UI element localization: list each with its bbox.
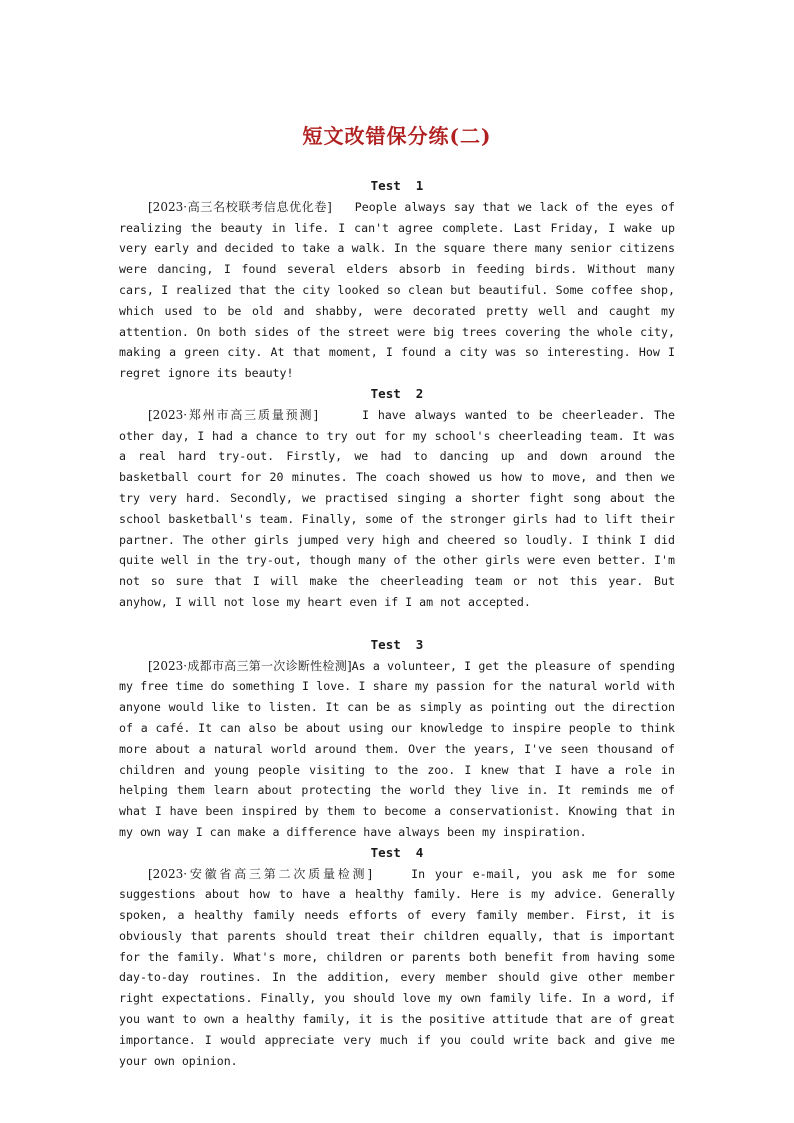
passage-text: I have always wanted to be cheerleader. The other day, I had a chance to try out for my school's cheerleading team. It was a real hard try-out. Firstly, we had to dancing up and down around the basketball court for 20 minutes. The coach showed us how to move, and then we try very hard. Secondly, we practised singing a shorter fight song about the school basketball's team. Finally, some of the stronger girls had to lift their partner. The other girls jumped very high and cheered so loudly. I think I did quite well in the try-out, though many of the other girls were even better. I'm not so sure that I will make the cheerleading team or not this year. But anyhow, I will not lose my heart even if I am not accepted. — [119, 407, 675, 609]
test-passage — [119, 864, 675, 1072]
document-body — [119, 176, 675, 1071]
test-section-2 — [119, 384, 675, 613]
passage-text: As a volunteer, I get the pleasure of spending my free time do something I love. I share my passion for the natural world with anyone would like to listen. It can be as simply as pointing out the direction of a café. It can also be about using our knowledge to inspire people to think more about a natural world around them. Over the years, I've seen thousand of children and young people visiting to the zoo. I knew that I have a role in helping them learn about protecting the world they live in. It reminds me of what I have been inspired by them to become a conservationist. Knowing that in my own way I can make a difference have always been my inspiration. — [119, 658, 675, 839]
test-section-3 — [119, 635, 675, 843]
test-heading: Test 4 — [370, 844, 424, 860]
test-heading: Test 1 — [370, 178, 424, 193]
test-passage — [119, 197, 675, 384]
test-heading: Test 2 — [370, 385, 424, 401]
section-gap — [119, 613, 675, 635]
source-label: [2023·安徽省高三第二次质量检测] — [148, 866, 373, 881]
test-passage — [119, 656, 675, 843]
test-section-1 — [119, 176, 675, 384]
passage-text: In your e-mail, you ask me for some suggestions about how to have a healthy family. Here is my advice. Generally spoken, a healthy family needs efforts of every family member. First, it is obviously that parents should treat their children equally, that is important for the family. What's more, children or parents both benefit from having some day-to-day routines. In the addition, every member should give other member right expectations. Finally, you should love my own family life. In a word, if you want to own a healthy family, it is the positive attitude that are of great importance. I would appreciate very much if you could write back and give me your own opinion. — [119, 866, 676, 1068]
document-title: 短文改错保分练(二) — [302, 124, 492, 148]
test-heading: Test 3 — [370, 636, 424, 652]
test-passage — [119, 405, 675, 613]
source-label: [2023·成都市高三第一次诊断性检测] — [148, 658, 352, 673]
source-label: [2023·郑州市高三质量预测] — [148, 407, 318, 422]
test-section-4 — [119, 843, 675, 1072]
source-label: [2023·高三名校联考信息优化卷] — [148, 199, 332, 214]
passage-text: People always say that we lack of the eyes of realizing the beauty in life. I can't agree complete. Last Friday, I wake up very early and decided to take a walk. In the square there many senior citizens were dancing, I found several elders absorb in feeding birds. Without many cars, I realized that the city looked so clean but beautiful. Some coffee shop, which used to be old and shabby, were decorated pretty well and caught my attention. On both sides of the street were big trees covering the whole city, making a green city. At that moment, I found a city was so interesting. How I regret ignore its beauty! — [119, 199, 675, 381]
